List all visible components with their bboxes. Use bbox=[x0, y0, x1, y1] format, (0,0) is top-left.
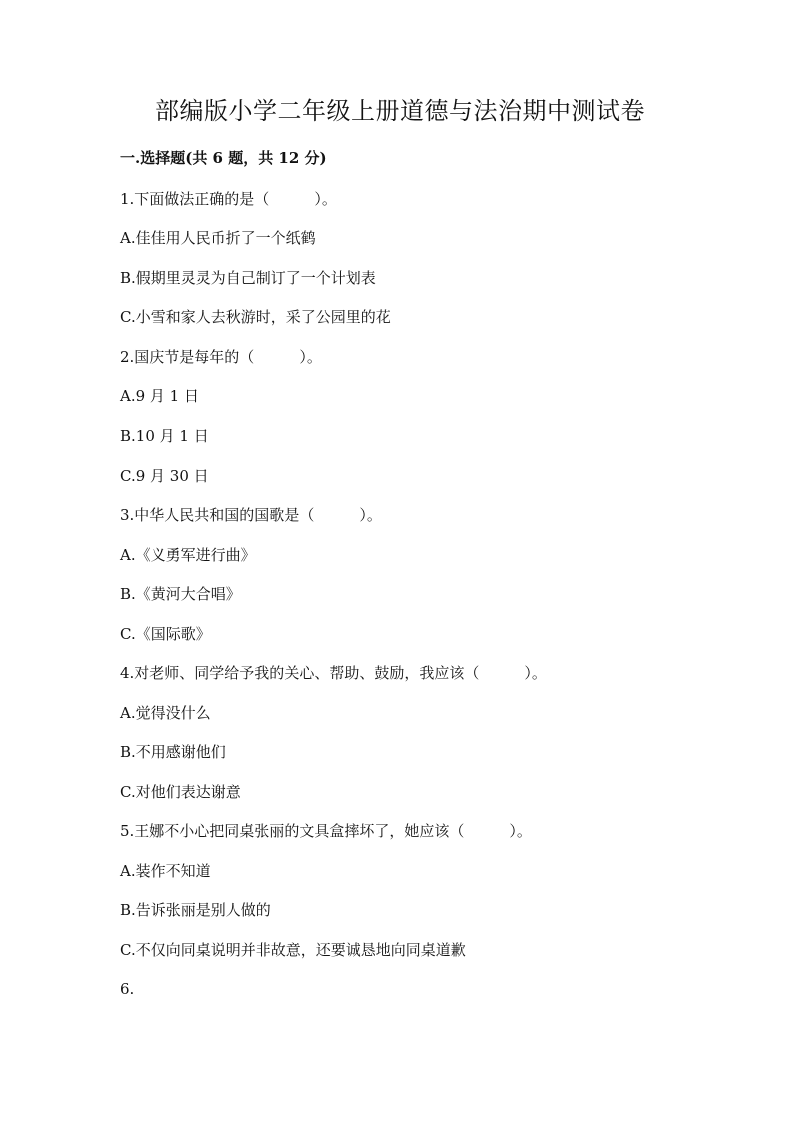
answer-option: B.告诉张丽是别人做的 bbox=[120, 901, 271, 919]
answer-option: B.10 月 1 日 bbox=[120, 427, 209, 445]
question-stem: 2.国庆节是每年的（ ）。 bbox=[120, 348, 322, 366]
answer-option: C.不仅向同桌说明并非故意，还要诚恳地向同桌道歉 bbox=[120, 941, 466, 959]
answer-option: B.假期里灵灵为自己制订了一个计划表 bbox=[120, 269, 376, 287]
answer-option: A.《义勇军进行曲》 bbox=[120, 546, 256, 564]
answer-option: C.《国际歌》 bbox=[120, 625, 211, 643]
answer-option: C.小雪和家人去秋游时，采了公园里的花 bbox=[120, 308, 391, 326]
answer-option: A.觉得没什么 bbox=[120, 704, 211, 722]
question-stem: 6. bbox=[120, 980, 135, 998]
answer-option: B.不用感谢他们 bbox=[120, 743, 226, 761]
question-stem: 1.下面做法正确的是（ ）。 bbox=[120, 190, 337, 208]
answer-option: C.对他们表达谢意 bbox=[120, 783, 241, 801]
question-stem: 5.王娜不小心把同桌张丽的文具盒摔坏了，她应该（ ）。 bbox=[120, 822, 532, 840]
answer-option: C.9 月 30 日 bbox=[120, 467, 209, 485]
page-title: 部编版小学二年级上册道德与法治期中测试卷 bbox=[155, 97, 645, 125]
answer-option: A.9 月 1 日 bbox=[120, 387, 199, 405]
question-stem: 3.中华人民共和国的国歌是（ ）。 bbox=[120, 506, 382, 524]
section-heading: 一.选择题(共 6 题，共 12 分) bbox=[120, 149, 327, 167]
answer-option: A.装作不知道 bbox=[120, 862, 211, 880]
answer-option: A.佳佳用人民币折了一个纸鹤 bbox=[120, 229, 316, 247]
question-stem: 4.对老师、同学给予我的关心、帮助、鼓励，我应该（ ）。 bbox=[120, 664, 547, 682]
answer-option: B.《黄河大合唱》 bbox=[120, 585, 241, 603]
